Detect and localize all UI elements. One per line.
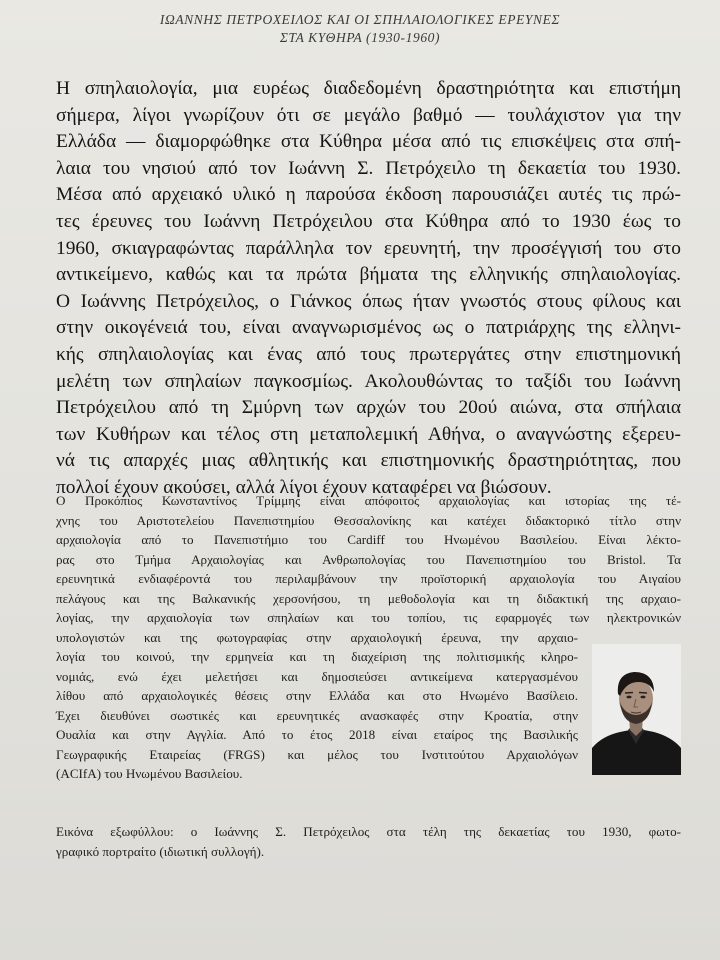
- abstract-line: πολλοί έχουν ακούσει, αλλά λίγοι έχουν καταφέρει να βιώσουν.: [56, 476, 552, 498]
- bio-line: χνης του Αριστοτελείου Πανεπιστημίου Θεσσαλονίκης και κατέχει διδακτορικό τίτλο στην: [56, 512, 681, 528]
- cover-image-caption: [56, 822, 681, 861]
- book-abstract: [56, 76, 681, 502]
- bio-line: πελάγους και της Βαλκανικής χερσονήσου, τη μεθοδολογία και τη διδακτική της αρχαιο-: [56, 590, 681, 606]
- abstract-line: Πετρόχειλου από τη Σμύρνη των αρχών του 20ού αιώνα, στα σπήλαια: [56, 397, 681, 419]
- abstract-line: 1960, σκιαγραφώντας παράλληλα τον ερευνητή, την προσέγγισή του στο: [56, 237, 681, 259]
- bio-line: Ο Προκόπιος Κωνσταντίνος Τρίμμης είναι απόφοιτος αρχαιολογίας και ιστορίας της τέ-: [56, 493, 681, 508]
- abstract-line: σήμερα, λίγοι γνωρίζουν ότι σε μεγάλο βαθμό — τουλάχιστον για την: [56, 104, 681, 126]
- caption-line: Εικόνα εξωφύλλου: ο Ιωάννης Σ. Πετρόχειλος στα τέλη της δεκαετίας του 1930, φωτο-: [56, 824, 681, 839]
- bio-line: ερευνητικά ενδιαφέροντά του περιλαμβάνουν την προϊστορική αρχαιολογία του Αιγαίου: [56, 571, 681, 586]
- bio-line: ρας στο Τμήμα Αρχαιολογίας και Ανθρωπολογίας του Πανεπιστημίου του Bristol. Τα: [56, 551, 681, 567]
- bio-line: αρχαιολογία από το Πανεπιστήμιο του Cardiff του Ηνωμένου Βασιλείου. Είναι λέκτο-: [56, 532, 681, 547]
- bio-line: λίθου από αρχαιολογικές θέσεις στην Ελλάδα και στο Ηνωμένο Βασίλειο.: [56, 688, 578, 703]
- abstract-line: μελέτη των σπηλαίων παγκοσμίως. Ακολουθώντας το ταξίδι του Ιωάννη: [56, 370, 681, 392]
- bio-line: λογίας, την αρχαιολογία των σπηλαίων και του τοπίου, τις εφαρμογές των ηλεκτρονικών: [56, 610, 681, 625]
- book-title-line: ΙΩΑΝΝΗΣ ΠΕΤΡΟΧΕΙΛΟΣ ΚΑΙ ΟΙ ΣΠΗΛΑΙΟΛΟΓΙΚΕΣ ΕΡΕΥΝΕΣ: [159, 12, 561, 27]
- bio-line: (ACIfA) του Ηνωμένου Βασιλείου.: [56, 766, 243, 781]
- abstract-line: των Κυθήρων και τέλος στη μεταπολεμική Αθήνα, ο αναγνώστης εξερευ-: [56, 423, 681, 445]
- author-bio: [56, 491, 681, 784]
- abstract-line: αντικείμενο, καθώς και τα πρώτα βήματα της ελληνικής σπηλαιολογίας.: [56, 264, 681, 286]
- abstract-line: λαια του νησιού από τον Ιωάννη Σ. Πετρόχειλο τη δεκαετία του 1930.: [56, 157, 681, 179]
- abstract-line: κής σπηλαιολογίας και ένας από τους πρωτεργάτες στην επιστημονική: [56, 343, 681, 365]
- bio-line: Έχει διευθύνει σωστικές και ερευνητικές ανασκαφές στην Κροατία, στην: [56, 707, 578, 723]
- bio-line: νομιάς, ενώ έχει μελετήσει και δημοσιεύσει αντικείμενα κατεργασμένου: [56, 668, 578, 684]
- bio-line: υπολογιστών και της φωτογραφίας στην αρχαιολογική έρευνα, την αρχαιο-: [56, 629, 578, 645]
- bio-line: Ουαλία και στην Αγγλία. Από το έτος 2018 είναι εταίρος της Βασιλικής: [56, 727, 578, 742]
- book-title: [60, 11, 660, 47]
- author-photo: [592, 644, 681, 775]
- bio-line: Γεωγραφικής Εταιρείας (FRGS) και μέλος του Ινστιτούτου Αρχαιολόγων: [56, 746, 578, 762]
- abstract-line: τες έρευνες του Ιωάννη Πετρόχειλου στα Κύθηρα από το 1930 έως το: [56, 210, 681, 232]
- author-portrait-image: [592, 644, 681, 775]
- abstract-line: Ελλάδα — διαμορφώθηκε στα Κύθηρα μέσα από τις επισκέψεις στα σπή-: [56, 131, 681, 153]
- abstract-line: στην οικογένειά του, είναι αναγνωρισμένος ως ο πατριάρχης της ελληνι-: [56, 317, 681, 339]
- book-title-subline: ΣΤΑ ΚΥΘΗΡΑ (1930-1960): [279, 30, 441, 45]
- abstract-line: Η σπηλαιολογία, μια ευρέως διαδεδομένη δραστηριότητα και επιστήμη: [56, 78, 681, 99]
- abstract-line: νά τις απαρχές μιας αθλητικής και επιστημονικής δραστηριότητας, που: [56, 450, 681, 472]
- abstract-line: Μέσα από αρχειακό υλικό η παρούσα έκδοση παρουσιάζει αυτές τις πρώ-: [56, 184, 681, 206]
- bio-line: λογία του κοινού, την ερμηνεία και τη διαχείριση της πολιτισμικής κληρο-: [56, 649, 578, 664]
- caption-line: γραφικό πορτραίτο (ιδιωτική συλλογή).: [56, 843, 265, 859]
- abstract-line: Ο Ιωάννης Πετρόχειλος, ο Γιάνκος όπως ήταν γνωστός στους φίλους και: [56, 290, 681, 312]
